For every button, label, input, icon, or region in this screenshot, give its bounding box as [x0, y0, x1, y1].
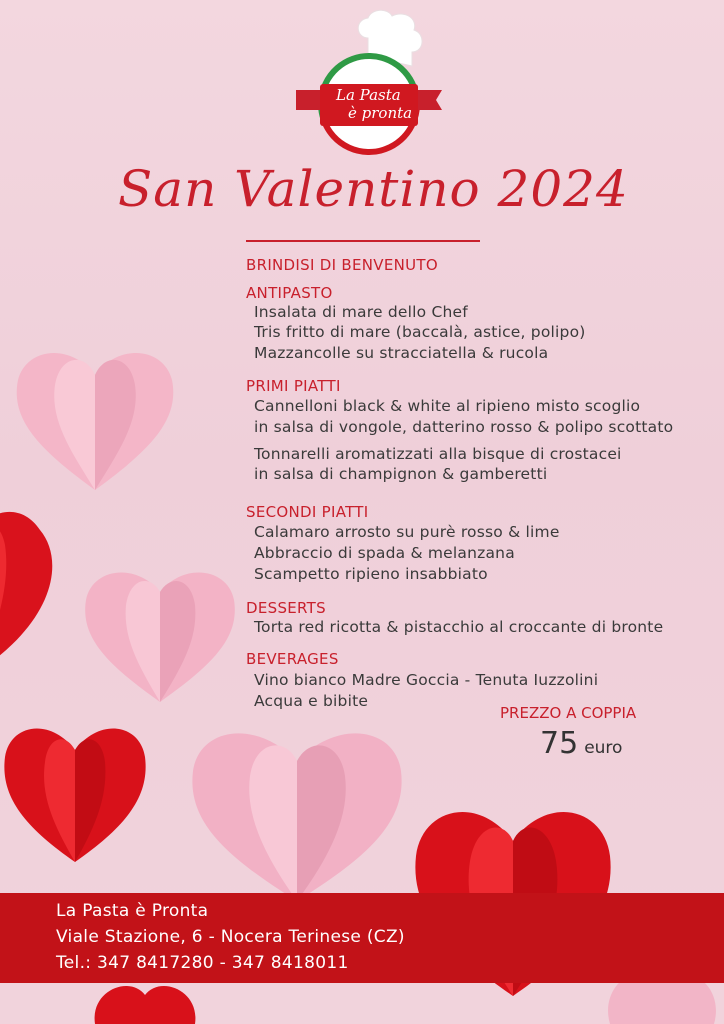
pink-heart-decoration [10, 340, 180, 500]
menu-item: Vino bianco Madre Goccia - Tenuta Iuzzolini [254, 671, 599, 689]
primi-heading: PRIMI PIATTI [246, 377, 341, 395]
menu-item: Calamaro arrosto su purè rosso & lime [254, 523, 560, 541]
menu-item: Scampetto ripieno insabbiato [254, 565, 488, 583]
red-heart-decoration [0, 500, 70, 680]
beverages-heading: BEVERAGES [246, 650, 339, 668]
price-label: PREZZO A COPPIA [500, 704, 637, 722]
footer-phone: Tel.: 347 8417280 - 347 8418011 [56, 953, 349, 973]
menu-item: Insalata di mare dello Chef [254, 303, 468, 321]
desserts-heading: DESSERTS [246, 599, 326, 617]
welcome-heading: BRINDISI DI BENVENUTO [246, 256, 438, 274]
menu-item: in salsa di champignon & gamberetti [254, 465, 548, 483]
pink-heart-decoration [78, 560, 243, 710]
page-title: San Valentino 2024 [118, 160, 629, 218]
footer-restaurant-name: La Pasta è Pronta [56, 901, 209, 921]
title-underline [246, 240, 480, 242]
menu-item: in salsa di vongole, datterino rosso & polipo scottato [254, 418, 674, 436]
antipasto-heading: ANTIPASTO [246, 284, 333, 302]
menu-item: Abbraccio di spada & melanzana [254, 544, 515, 562]
footer-banner [0, 893, 724, 983]
red-heart-decoration [0, 712, 150, 872]
restaurant-logo [296, 8, 446, 163]
price-currency: euro [584, 738, 623, 758]
price-value: 75 [540, 726, 579, 761]
footer-address: Viale Stazione, 6 - Nocera Terinese (CZ) [56, 927, 405, 947]
menu-item: Cannelloni black & white al ripieno misto scoglio [254, 397, 641, 415]
logo-text-line1: La Pasta [336, 86, 401, 104]
menu-item: Acqua e bibite [254, 692, 369, 710]
menu-item: Mazzancolle su stracciatella & rucola [254, 344, 549, 362]
menu-item: Torta red ricotta & pistacchio al croccante di bronte [254, 618, 664, 636]
pink-heart-decoration [185, 716, 410, 906]
price [540, 726, 622, 761]
menu-item: Tris fritto di mare (baccalà, astice, polipo) [254, 323, 586, 341]
menu-item: Tonnarelli aromatizzati alla bisque di crostacei [254, 445, 622, 463]
secondi-heading: SECONDI PIATTI [246, 503, 369, 521]
logo-text-line2: è pronta [348, 104, 413, 122]
